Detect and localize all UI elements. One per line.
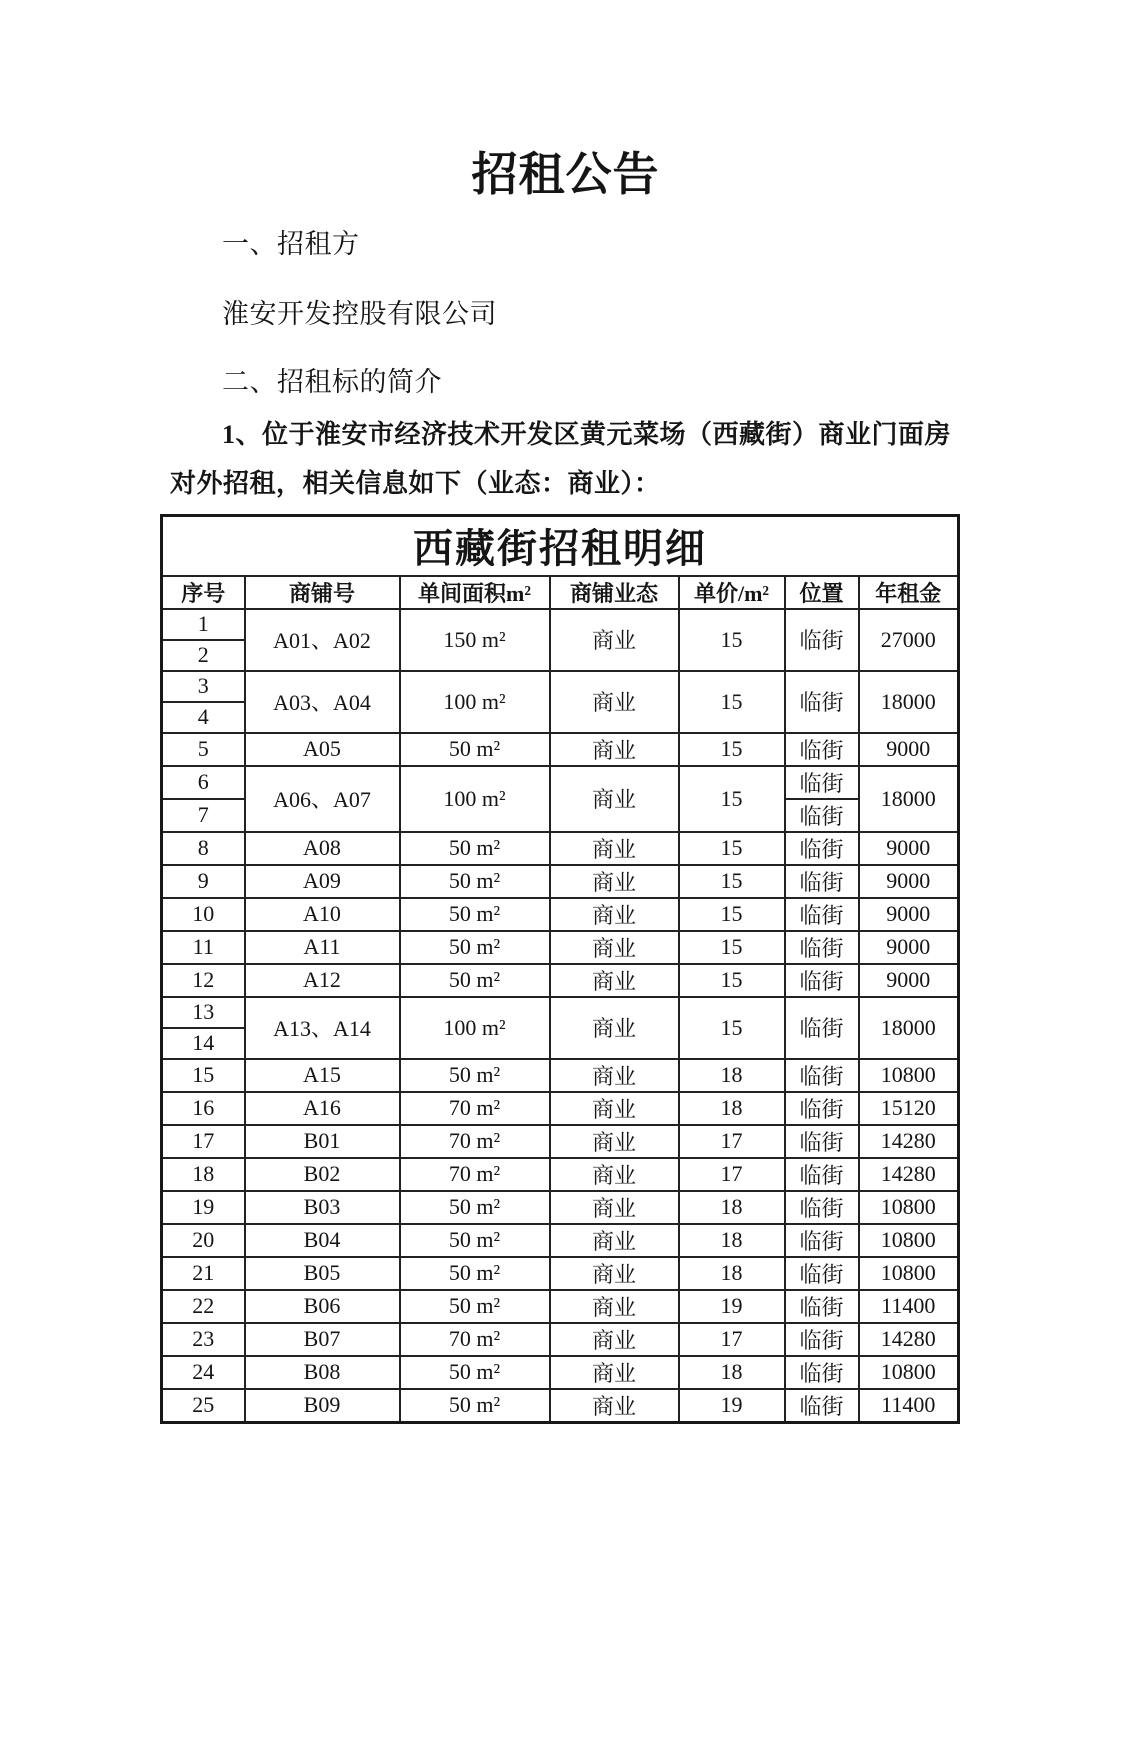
type-cell: 商业 xyxy=(550,1191,679,1224)
type-cell: 商业 xyxy=(550,1290,679,1323)
price-cell: 18 xyxy=(679,1224,785,1257)
shop-cell: B04 xyxy=(245,1224,400,1257)
table-row xyxy=(162,1191,959,1224)
price-cell: 18 xyxy=(679,1356,785,1389)
table-row xyxy=(162,931,959,964)
location-cell: 临街 xyxy=(785,964,859,997)
shop-cell: B02 xyxy=(245,1158,400,1191)
table-row xyxy=(162,865,959,898)
price-cell: 17 xyxy=(679,1125,785,1158)
column-header: 单价/m² xyxy=(679,576,785,609)
column-header: 商铺业态 xyxy=(550,576,679,609)
serial-cell: 17 xyxy=(162,1125,245,1158)
type-cell: 商业 xyxy=(550,733,679,766)
location-cell: 临街 xyxy=(785,931,859,964)
table-row xyxy=(162,832,959,865)
rent-cell: 9000 xyxy=(859,733,959,766)
area-cell: 50 m² xyxy=(400,898,550,931)
rent-cell: 9000 xyxy=(859,898,959,931)
price-cell: 19 xyxy=(679,1389,785,1423)
area-cell: 50 m² xyxy=(400,1059,550,1092)
column-header: 商铺号 xyxy=(245,576,400,609)
serial-cell: 23 xyxy=(162,1323,245,1356)
column-header: 序号 xyxy=(162,576,245,609)
location-cell: 临街 xyxy=(785,1389,859,1423)
location-cell: 临街 xyxy=(785,1092,859,1125)
price-cell: 19 xyxy=(679,1290,785,1323)
area-cell: 70 m² xyxy=(400,1125,550,1158)
rent-cell: 18000 xyxy=(859,766,959,832)
rent-cell: 9000 xyxy=(859,931,959,964)
type-cell: 商业 xyxy=(550,898,679,931)
area-cell: 50 m² xyxy=(400,1290,550,1323)
location-cell: 临街 xyxy=(785,997,859,1059)
location-cell: 临街 xyxy=(785,1125,859,1158)
serial-cell: 19 xyxy=(162,1191,245,1224)
price-cell: 18 xyxy=(679,1092,785,1125)
serial-cell: 15 xyxy=(162,1059,245,1092)
serial-cell: 2 xyxy=(162,640,245,671)
area-cell: 100 m² xyxy=(400,671,550,733)
type-cell: 商业 xyxy=(550,997,679,1059)
table-row xyxy=(162,1059,959,1092)
table-title-row xyxy=(162,516,959,576)
type-cell: 商业 xyxy=(550,931,679,964)
intro-paragraph xyxy=(170,410,966,508)
rent-cell: 11400 xyxy=(859,1389,959,1423)
rent-cell: 18000 xyxy=(859,997,959,1059)
price-cell: 15 xyxy=(679,997,785,1059)
shop-cell: B07 xyxy=(245,1323,400,1356)
type-cell: 商业 xyxy=(550,609,679,671)
shop-cell: B05 xyxy=(245,1257,400,1290)
serial-cell: 21 xyxy=(162,1257,245,1290)
rent-cell: 14280 xyxy=(859,1158,959,1191)
column-header: 位置 xyxy=(785,576,859,609)
area-cell: 50 m² xyxy=(400,832,550,865)
location-cell: 临街 xyxy=(785,1224,859,1257)
table-row xyxy=(162,1158,959,1191)
serial-cell: 25 xyxy=(162,1389,245,1423)
area-cell: 50 m² xyxy=(400,964,550,997)
type-cell: 商业 xyxy=(550,1224,679,1257)
rent-cell: 9000 xyxy=(859,832,959,865)
lessor-name: 淮安开发控股有限公司 xyxy=(222,299,497,329)
location-cell: 临街 xyxy=(785,609,859,671)
column-header: 年租金 xyxy=(859,576,959,609)
shop-cell: A06、A07 xyxy=(245,766,400,832)
shop-cell: A12 xyxy=(245,964,400,997)
rent-cell: 9000 xyxy=(859,964,959,997)
type-cell: 商业 xyxy=(550,1257,679,1290)
shop-cell: A09 xyxy=(245,865,400,898)
table-row xyxy=(162,609,959,640)
shop-cell: A13、A14 xyxy=(245,997,400,1059)
price-cell: 18 xyxy=(679,1257,785,1290)
location-cell: 临街 xyxy=(785,865,859,898)
serial-cell: 16 xyxy=(162,1092,245,1125)
table-row xyxy=(162,1389,959,1423)
rental-table xyxy=(160,514,960,1424)
price-cell: 18 xyxy=(679,1059,785,1092)
type-cell: 商业 xyxy=(550,964,679,997)
serial-cell: 11 xyxy=(162,931,245,964)
table-row xyxy=(162,1257,959,1290)
table-row xyxy=(162,1323,959,1356)
price-cell: 15 xyxy=(679,832,785,865)
area-cell: 70 m² xyxy=(400,1092,550,1125)
type-cell: 商业 xyxy=(550,671,679,733)
serial-cell: 22 xyxy=(162,1290,245,1323)
column-header: 单间面积m² xyxy=(400,576,550,609)
area-cell: 50 m² xyxy=(400,1191,550,1224)
table-row xyxy=(162,1356,959,1389)
location-cell: 临街 xyxy=(785,1290,859,1323)
area-cell: 100 m² xyxy=(400,766,550,832)
serial-cell: 9 xyxy=(162,865,245,898)
price-cell: 15 xyxy=(679,766,785,832)
location-cell: 临街 xyxy=(785,1191,859,1224)
table-row xyxy=(162,733,959,766)
serial-cell: 4 xyxy=(162,702,245,733)
rent-cell: 10800 xyxy=(859,1356,959,1389)
area-cell: 50 m² xyxy=(400,1389,550,1423)
table-title: 西藏街招租明细 xyxy=(162,516,959,576)
shop-cell: B08 xyxy=(245,1356,400,1389)
shop-cell: A03、A04 xyxy=(245,671,400,733)
rent-cell: 10800 xyxy=(859,1224,959,1257)
serial-cell: 24 xyxy=(162,1356,245,1389)
serial-cell: 20 xyxy=(162,1224,245,1257)
rent-cell: 18000 xyxy=(859,671,959,733)
location-cell: 临街 xyxy=(785,832,859,865)
rent-cell: 27000 xyxy=(859,609,959,671)
table-row xyxy=(162,671,959,702)
type-cell: 商业 xyxy=(550,865,679,898)
serial-cell: 18 xyxy=(162,1158,245,1191)
price-cell: 15 xyxy=(679,931,785,964)
shop-cell: B01 xyxy=(245,1125,400,1158)
intro-paragraph-line-1: 1、位于淮安市经济技术开发区黄元菜场（西藏街）商业门面房 xyxy=(222,420,952,449)
price-cell: 18 xyxy=(679,1191,785,1224)
price-cell: 15 xyxy=(679,865,785,898)
rent-cell: 14280 xyxy=(859,1125,959,1158)
serial-cell: 7 xyxy=(162,799,245,832)
price-cell: 15 xyxy=(679,609,785,671)
shop-cell: A10 xyxy=(245,898,400,931)
table-header-row xyxy=(162,576,959,609)
type-cell: 商业 xyxy=(550,1158,679,1191)
table-row xyxy=(162,964,959,997)
serial-cell: 6 xyxy=(162,766,245,799)
type-cell: 商业 xyxy=(550,1125,679,1158)
serial-cell: 8 xyxy=(162,832,245,865)
serial-cell: 5 xyxy=(162,733,245,766)
area-cell: 150 m² xyxy=(400,609,550,671)
type-cell: 商业 xyxy=(550,1323,679,1356)
price-cell: 17 xyxy=(679,1323,785,1356)
area-cell: 70 m² xyxy=(400,1158,550,1191)
shop-cell: A16 xyxy=(245,1092,400,1125)
table-row xyxy=(162,898,959,931)
location-cell: 临街 xyxy=(785,1158,859,1191)
serial-cell: 13 xyxy=(162,997,245,1028)
table-body xyxy=(162,609,959,1423)
table-row xyxy=(162,997,959,1028)
table-row xyxy=(162,1224,959,1257)
intro-paragraph-line-2: 对外招租，相关信息如下（业态：商业）： xyxy=(170,469,661,498)
area-cell: 50 m² xyxy=(400,1257,550,1290)
type-cell: 商业 xyxy=(550,1092,679,1125)
serial-cell: 1 xyxy=(162,609,245,640)
shop-cell: B03 xyxy=(245,1191,400,1224)
area-cell: 50 m² xyxy=(400,931,550,964)
document-title: 招租公告 xyxy=(471,149,660,200)
price-cell: 15 xyxy=(679,964,785,997)
shop-cell: A05 xyxy=(245,733,400,766)
area-cell: 50 m² xyxy=(400,1356,550,1389)
table-row xyxy=(162,1290,959,1323)
shop-cell: A01、A02 xyxy=(245,609,400,671)
location-cell: 临街 xyxy=(785,671,859,733)
section-heading-intro: 二、招租标的简介 xyxy=(222,367,442,397)
serial-cell: 10 xyxy=(162,898,245,931)
area-cell: 70 m² xyxy=(400,1323,550,1356)
rent-cell: 10800 xyxy=(859,1059,959,1092)
rent-cell: 14280 xyxy=(859,1323,959,1356)
area-cell: 50 m² xyxy=(400,733,550,766)
price-cell: 15 xyxy=(679,733,785,766)
shop-cell: A08 xyxy=(245,832,400,865)
area-cell: 50 m² xyxy=(400,1224,550,1257)
table-row xyxy=(162,766,959,799)
shop-cell: B06 xyxy=(245,1290,400,1323)
table-row xyxy=(162,1125,959,1158)
document-page xyxy=(0,150,1131,1750)
rent-cell: 10800 xyxy=(859,1257,959,1290)
serial-cell: 3 xyxy=(162,671,245,702)
location-cell: 临街 xyxy=(785,1059,859,1092)
serial-cell: 12 xyxy=(162,964,245,997)
rent-cell: 11400 xyxy=(859,1290,959,1323)
rent-cell: 10800 xyxy=(859,1191,959,1224)
type-cell: 商业 xyxy=(550,1356,679,1389)
serial-cell: 14 xyxy=(162,1028,245,1059)
table-row xyxy=(162,1092,959,1125)
location-cell: 临街 xyxy=(785,1356,859,1389)
type-cell: 商业 xyxy=(550,766,679,832)
shop-cell: A11 xyxy=(245,931,400,964)
type-cell: 商业 xyxy=(550,1389,679,1423)
location-cell: 临街 xyxy=(785,898,859,931)
price-cell: 17 xyxy=(679,1158,785,1191)
shop-cell: B09 xyxy=(245,1389,400,1423)
location-cell: 临街 xyxy=(785,1257,859,1290)
document-content xyxy=(170,228,966,1424)
location-cell: 临街 xyxy=(785,766,859,799)
price-cell: 15 xyxy=(679,671,785,733)
location-cell: 临街 xyxy=(785,733,859,766)
rent-cell: 15120 xyxy=(859,1092,959,1125)
shop-cell: A15 xyxy=(245,1059,400,1092)
price-cell: 15 xyxy=(679,898,785,931)
type-cell: 商业 xyxy=(550,1059,679,1092)
area-cell: 50 m² xyxy=(400,865,550,898)
section-heading-lessor: 一、招租方 xyxy=(222,229,360,259)
location-cell: 临街 xyxy=(785,1323,859,1356)
rent-cell: 9000 xyxy=(859,865,959,898)
type-cell: 商业 xyxy=(550,832,679,865)
location-cell: 临街 xyxy=(785,799,859,832)
area-cell: 100 m² xyxy=(400,997,550,1059)
